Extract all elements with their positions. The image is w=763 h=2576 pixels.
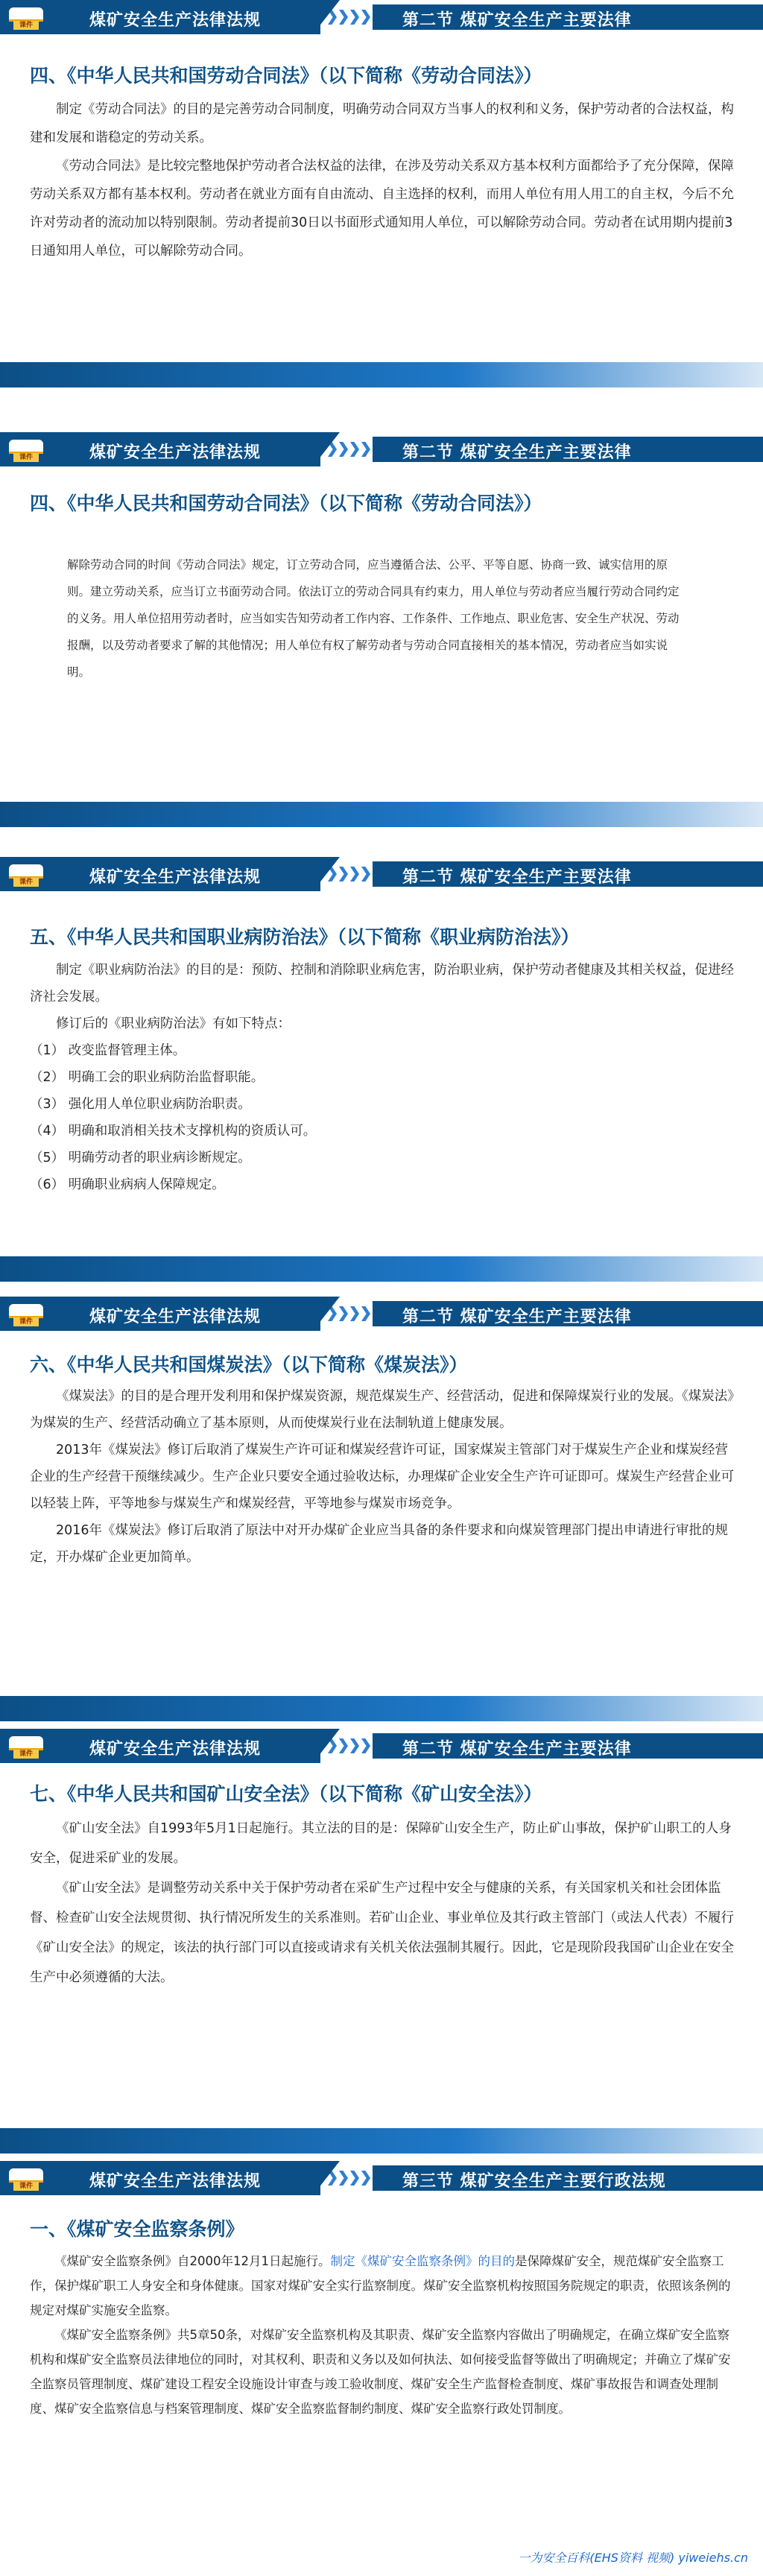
logo: 课件 — [6, 4, 46, 30]
law-title: 煤矿安全生产法律法规 — [89, 868, 262, 887]
slide-heading: 六、《中华人民共和国煤炭法》（以下简称《煤炭法》） — [30, 1354, 468, 1376]
slide-2 — [0, 432, 763, 827]
section-title: 第二节 煤矿安全生产主要法律 — [402, 11, 632, 30]
paragraph: 《煤炭法》的目的是合理开发利用和保护煤炭资源，规范煤炭生产、经营活动，促进和保障煤炭行业的发展。《煤炭法》为煤炭的生产、经营活动确立了基本原则，从而使煤炭行业在法制轨道上健康发展。 — [30, 1389, 734, 1431]
section-title: 第二节 煤矿安全生产主要法律 — [402, 1308, 632, 1326]
slide-heading: 四、《中华人民共和国劳动合同法》（以下简称《劳动合同法》） — [30, 493, 542, 514]
slide-body — [67, 551, 681, 686]
slide-heading: 七、《中华人民共和国矿山安全法》（以下简称《矿山安全法》） — [30, 1783, 542, 1805]
paragraph: 制定《职业病防治法》的目的是：预防、控制和消除职业病危害，防治职业病，保护劳动者健康及其相关权益，促进经济社会发展。 — [30, 963, 734, 1004]
law-title: 煤矿安全生产法律法规 — [89, 1308, 262, 1326]
slide-body — [30, 1814, 736, 1993]
paragraph: 《煤矿安全监察条例》共5章50条，对煤矿安全监察机构及其职责、煤矿安全监察内容做出了明确规定，在确立煤矿安全监察机构和煤矿安全监察员法律地位的同时，对其权利、职责和义务以及如何执法、如何接受监督等做出了明确规定；并确立了煤矿安全监察员管理制度、煤矿建设工程安全设施设计审查与竣工验收制度、煤矿安全生产监督检查制度、煤矿事故报告和调查处理制度、煤矿安全监察信息与档案管理制度、煤矿安全监察监督制约制度、煤矿安全监察行政处罚制度。 — [30, 2328, 731, 2416]
slide-header — [0, 1729, 763, 1763]
logo: 课件 — [6, 437, 46, 462]
paragraph: 修订后的《职业病防治法》有如下特点： — [56, 1016, 291, 1031]
slide-heading: 一、《煤矿安全监察条例》 — [30, 2218, 244, 2240]
slide-header — [0, 857, 763, 891]
list-item: （4） 明确和取消相关技术支撑机构的资质认可。 — [30, 1124, 317, 1139]
list-item: （5） 明确劳动者的职业病诊断规定。 — [30, 1151, 251, 1165]
logo: 课件 — [6, 2165, 46, 2191]
paragraph: 《煤矿安全监察条例》自2000年12月1日起施行。制定《煤矿安全监察条例》的目的是保障煤矿安全，规范煤矿安全监察工作，保护煤矿职工人身安全和身体健康。国家对煤矿安全实行监察制度。煤矿安全监察机构按照国务院规定的职责，依照该条例的规定对煤矿实施安全监察。 — [30, 2254, 731, 2317]
law-title: 煤矿安全生产法律法规 — [89, 443, 262, 462]
slide-body — [30, 95, 736, 265]
slide-6 — [0, 2161, 763, 2576]
paragraph: 《劳动合同法》是比较完整地保护劳动者合法权益的法律，在涉及劳动关系双方基本权利方面都给予了充分保障，保障劳动关系双方都有基本权利。劳动者在就业方面有自由流动、自主选择的权利，而用人单位有用人用工的自主权，今后不允许对劳动者的流动加以特别限制。劳动者提前30日以书面形式通知用人单位，可以解除劳动合同。劳动者在试用期内提前3日通知用人单位，可以解除劳动合同。 — [30, 159, 734, 259]
paragraph: 《矿山安全法》自1993年5月1日起施行。其立法的目的是：保障矿山安全生产，防止矿山事故，保护矿山职工的人身安全，促进采矿业的发展。 — [30, 1821, 732, 1866]
highlighted-text: 制定《煤矿安全监察条例》的目的 — [330, 2254, 515, 2268]
section-title: 第二节 煤矿安全生产主要法律 — [402, 443, 632, 462]
slide-body — [30, 1383, 736, 1571]
logo: 课件 — [6, 1301, 46, 1326]
slide-body — [30, 2249, 736, 2421]
list-item: （1） 改变监督管理主体。 — [30, 1043, 186, 1058]
law-title: 煤矿安全生产法律法规 — [89, 11, 262, 30]
list-item: （2） 明确工会的职业病防治监督职能。 — [30, 1070, 265, 1085]
logo: 课件 — [6, 861, 46, 887]
slide-footer-bar — [0, 1696, 763, 1721]
slide-3 — [0, 857, 763, 1282]
watermark: 一为安全百科(EHS资料 视频) yiweiehs.cn — [518, 2551, 748, 2565]
section-title: 第二节 煤矿安全生产主要法律 — [402, 1740, 632, 1759]
section-title: 第三节 煤矿安全生产主要行政法规 — [402, 2172, 666, 2191]
paragraph: 解除劳动合同的时间《劳动合同法》规定，订立劳动合同，应当遵循合法、公平、平等自愿、协商一致、诚实信用的原则。建立劳动关系，应当订立书面劳动合同。依法订立的劳动合同具有约束力，用人单位与劳动者应当履行劳动合同约定的义务。用人单位招用劳动者时，应当如实告知劳动者工作内容、工作条件、工作地点、职业危害、安全生产状况、劳动报酬，以及劳动者要求了解的其他情况；用人单位有权了解劳动者与劳动合同直接相关的基本情况，劳动者应当如实说明。 — [67, 558, 680, 679]
paragraph: 2013年《煤炭法》修订后取消了煤炭生产许可证和煤炭经营许可证，国家煤炭主管部门对于煤炭生产企业和煤炭经营企业的生产经营干预继续减少。生产企业只要安全通过验收达标，办理煤矿企业安全生产许可证即可。煤炭生产经营企业可以轻装上阵，平等地参与煤炭生产和煤炭经营，平等地参与煤炭市场竞争。 — [30, 1443, 734, 1511]
slide-footer-bar — [0, 2128, 763, 2153]
section-title: 第二节 煤矿安全生产主要法律 — [402, 868, 632, 887]
feature-list — [30, 1037, 736, 1198]
law-title: 煤矿安全生产法律法规 — [89, 1740, 262, 1759]
law-title: 煤矿安全生产法律法规 — [89, 2172, 262, 2191]
slide-header — [0, 432, 763, 466]
slide-footer-bar — [0, 362, 763, 387]
list-item: （3） 强化用人单位职业病防治职责。 — [30, 1097, 251, 1112]
slide-body — [30, 957, 736, 1198]
paragraph: 制定《劳动合同法》的目的是完善劳动合同制度，明确劳动合同双方当事人的权利和义务，保护劳动者的合法权益，构建和发展和谐稳定的劳动关系。 — [30, 102, 734, 145]
slide-1 — [0, 0, 763, 387]
slide-heading: 四、《中华人民共和国劳动合同法》（以下简称《劳动合同法》） — [30, 65, 542, 86]
paragraph: 《矿山安全法》是调整劳动关系中关于保护劳动者在采矿生产过程中安全与健康的关系，有关国家机关和社会团体监督、检查矿山安全法规贯彻、执行情况所发生的关系准则。若矿山企业、事业单位及其行政主管部门（或法人代表）不履行《矿山安全法》的规定，该法的执行部门可以直接或请求有关机关依法强制其履行。因此，它是现阶段我国矿山企业在安全生产中必须遵循的大法。 — [30, 1881, 734, 1985]
slide-5 — [0, 1729, 763, 2153]
paragraph: 2016年《煤炭法》修订后取消了原法中对开办煤矿企业应当具备的条件要求和向煤炭管理部门提出申请进行审批的规定，开办煤矿企业更加简单。 — [30, 1523, 729, 1565]
slide-4 — [0, 1297, 763, 1721]
list-item: （6） 明确职业病病人保障规定。 — [30, 1177, 225, 1192]
slide-header — [0, 1297, 763, 1331]
slide-footer-bar — [0, 802, 763, 827]
logo: 课件 — [6, 1733, 46, 1759]
slide-footer-bar — [0, 1256, 763, 1282]
slide-header — [0, 2161, 763, 2195]
slide-heading: 五、《中华人民共和国职业病防治法》（以下简称《职业病防治法》） — [30, 926, 580, 948]
slide-header — [0, 0, 763, 34]
